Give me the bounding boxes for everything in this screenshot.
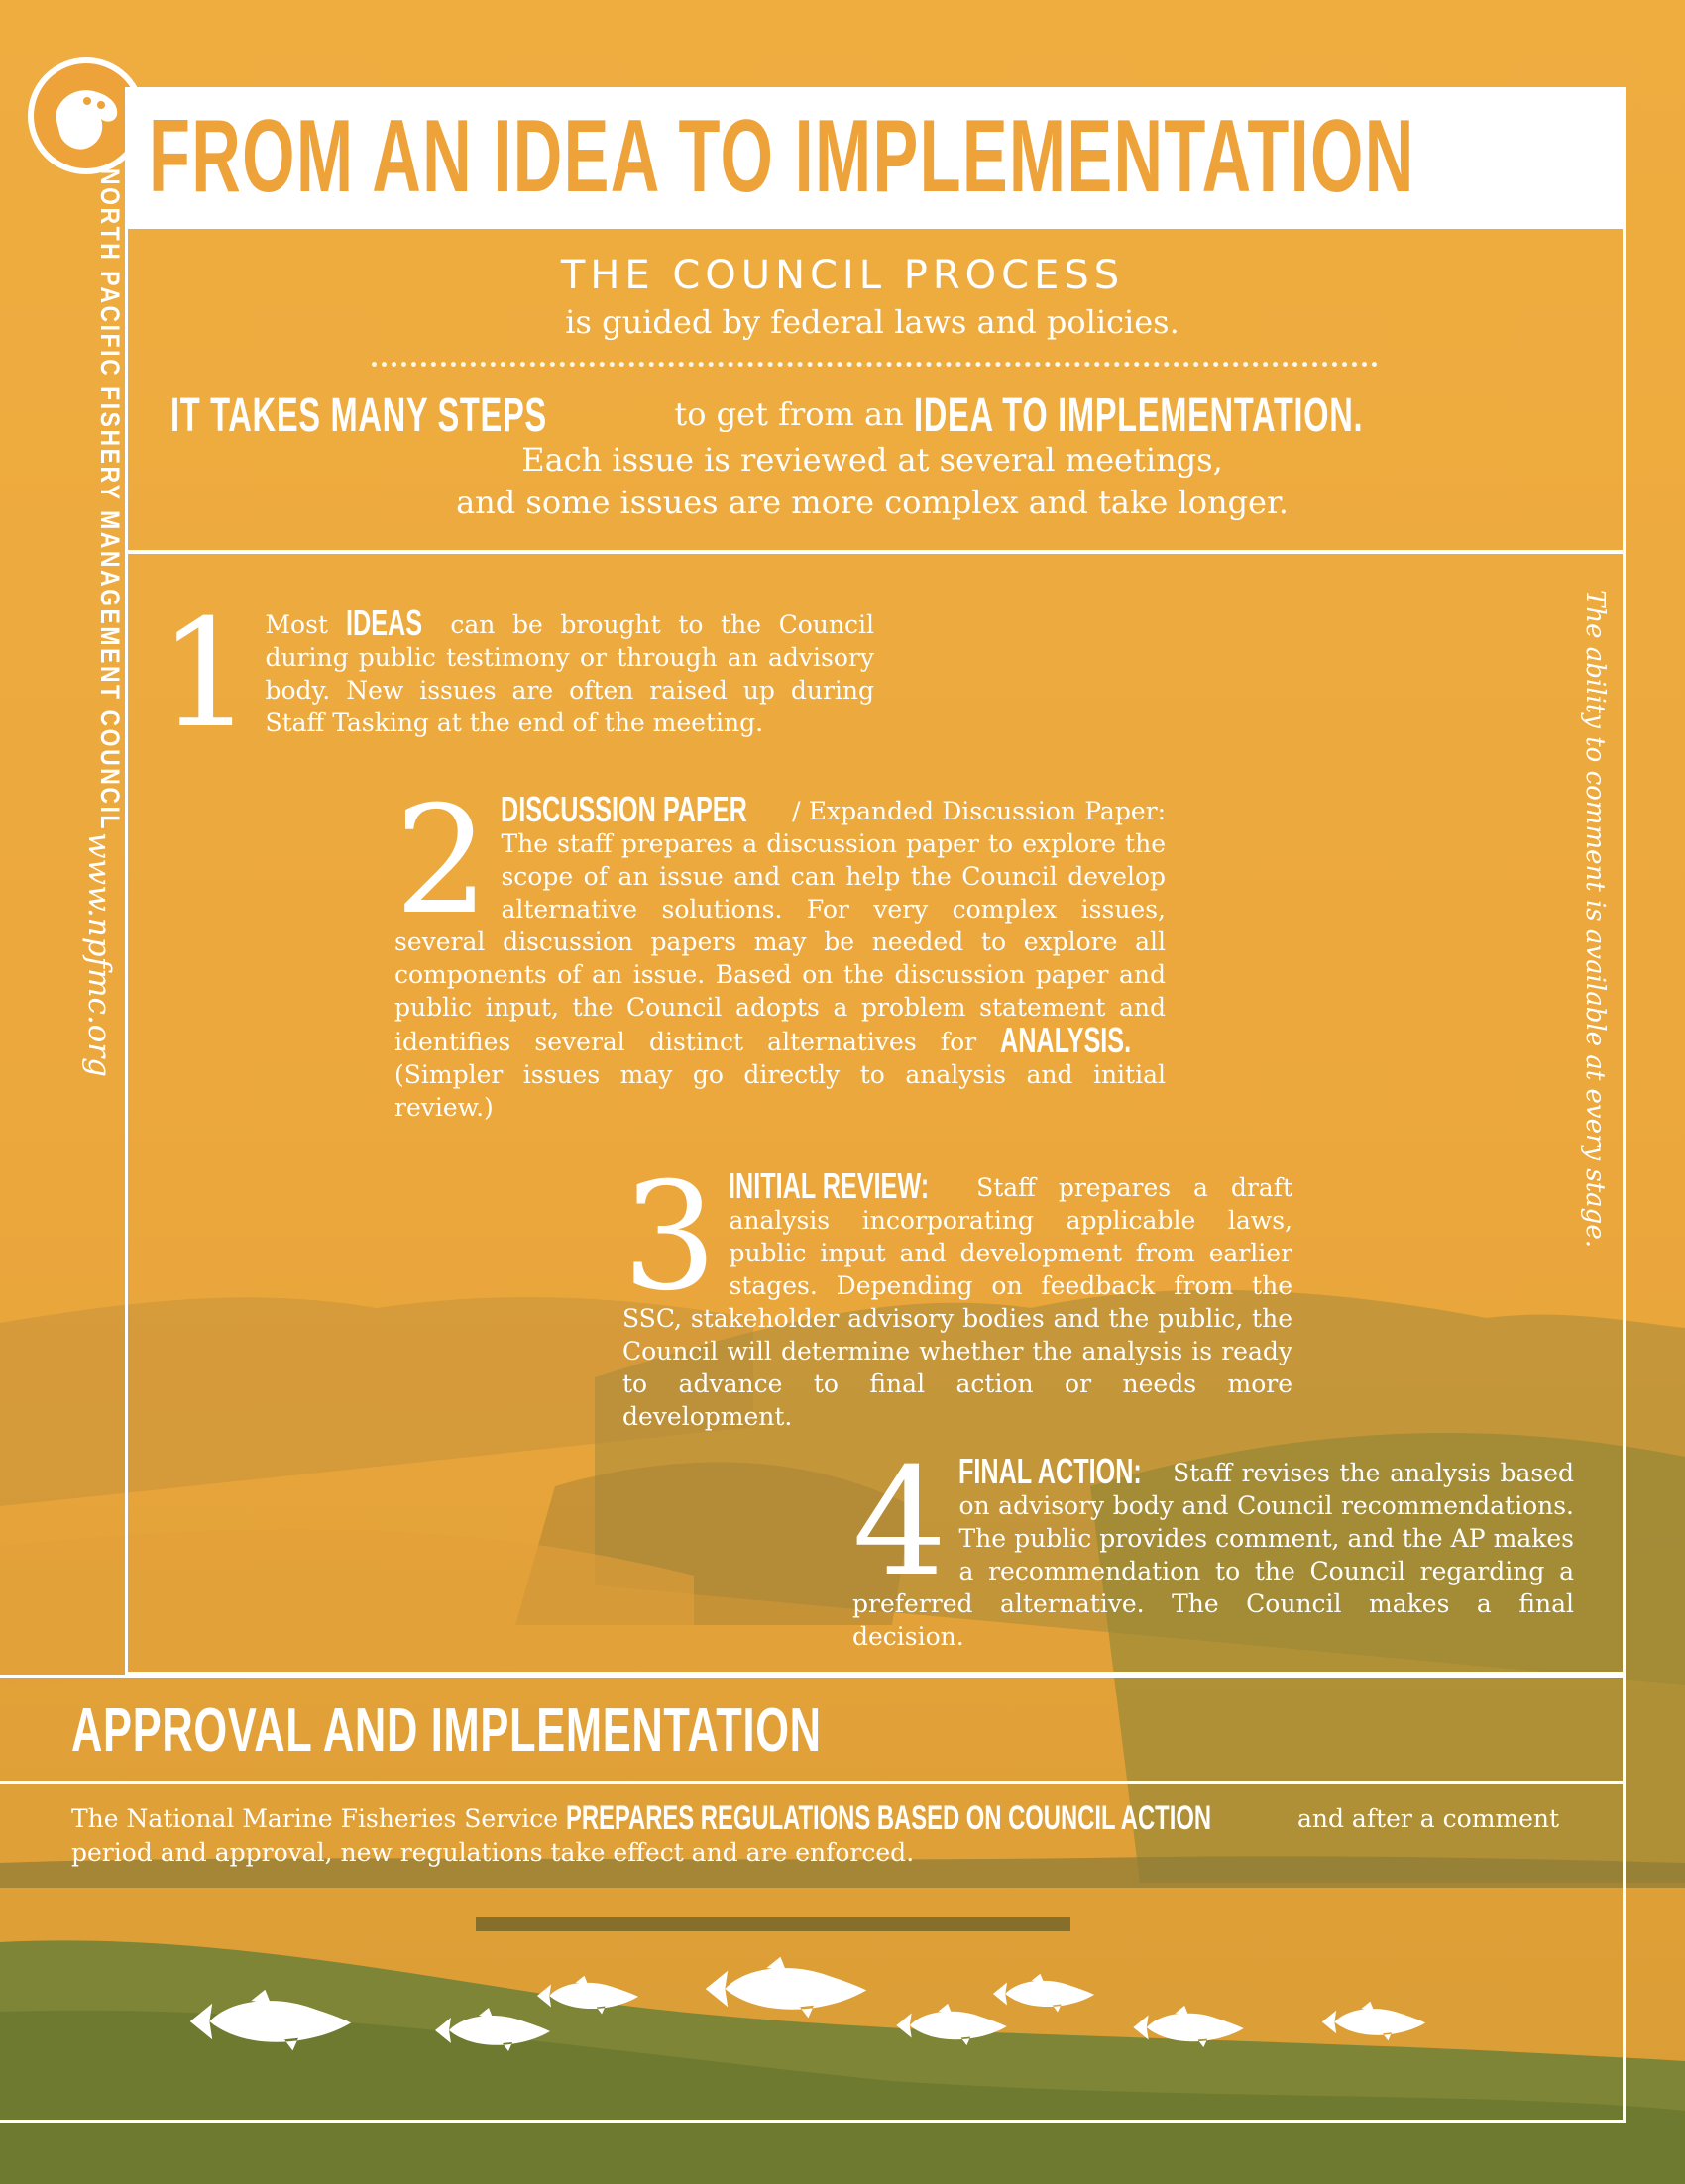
step-4-number: 4 [852,1437,948,1609]
step-1-number: 1 [159,589,254,761]
step-4 [852,1437,1574,1653]
approval-post: and after a comment period and approval, new regulations take effect and are enforced. [71,1804,1560,1867]
salmon-icon [1318,2000,1429,2044]
approval-title: APPROVAL AND IMPLEMENTATION [71,1696,822,1765]
step-1-pre: Most [265,610,328,639]
step-1-keyword: IDEAS [345,602,422,643]
many-steps-line [0,388,1685,443]
step-3-number: 3 [622,1151,718,1324]
salmon-icon [186,1987,355,2056]
org-name-vertical: NORTH PACIFIC FISHERY MANAGEMENT COUNCIL [95,168,125,831]
step-1 [159,589,875,761]
step-3-keyword: INITIAL REVIEW: [729,1165,930,1206]
salmon-icon [702,1954,870,2023]
org-website[interactable]: www.npfmc.org [81,832,117,1078]
step-2-text-2: (Simpler issues may go directly to analysis and initial review.) [394,1060,1166,1122]
idea-implementation-keyword: IDEA TO IMPLEMENTATION. [913,389,1364,442]
council-process-heading: THE COUNCIL PROCESS [560,253,1125,298]
step-2-keyword: DISCUSSION PAPER [501,789,748,829]
step-3 [622,1151,1292,1433]
approval-pre: The National Marine Fisheries Service [71,1804,559,1833]
approval-text [71,1802,1608,1870]
step-4-text: Staff revises the analysis based on advisory body and Council recommendations. The public provides comment, and the AP makes a recommendation to the Council regarding a preferred alternative. The Council makes a final decision. [852,1459,1574,1651]
approval-keyword: PREPARES REGULATIONS BASED ON COUNCIL ACTION [565,1800,1211,1837]
step-2-text: / Expanded Discussion Paper: The staff prepares a discussion paper to explore the scope of an issue and can help the Council develop alternative solutions. For very complex issues, several discussion papers may be needed to explore all components of an issue. Based on the discussion paper and public input, the Council adopts a problem statement and identifies several distinct alternatives for [394,797,1166,1056]
step-3-text: Staff prepares a draft analysis incorporating applicable laws, public input and development from earlier stages. Depending on feedback from the SSC, stakeholder advisory bodies and the public, the Council will determine whether the analysis is ready to advance to final action or needs more development. [622,1173,1292,1431]
salmon-icon [1128,2004,1249,2051]
step-1-text: can be brought to the Council during public testimony or through an advisory body. New issues are often raised up during Staff Tasking at the end of the meeting. [265,610,875,737]
salmon-icon [533,1974,642,2018]
step-2-number: 2 [394,775,490,947]
many-steps-keyword: IT TAKES MANY STEPS [169,389,547,442]
step-4-keyword: FINAL ACTION: [958,1451,1143,1491]
council-process-subheading: is guided by federal laws and policies. [565,303,1180,341]
intro-line-3: and some issues are more complex and take longer. [456,484,1289,521]
step-2 [394,775,1166,1124]
dotted-divider [372,362,1378,367]
many-steps-text: to get from an [674,395,904,433]
step-2-keyword-analysis: ANALYSIS. [1000,1020,1132,1060]
salmon-icon [989,1972,1098,2016]
page-title: FROM AN IDEA TO IMPLEMENTATION [149,99,1415,214]
comment-note-vertical: The ability to comment is available at every stage. [1580,590,1610,1248]
intro-line-2: Each issue is reviewed at several meetings, [521,441,1223,479]
